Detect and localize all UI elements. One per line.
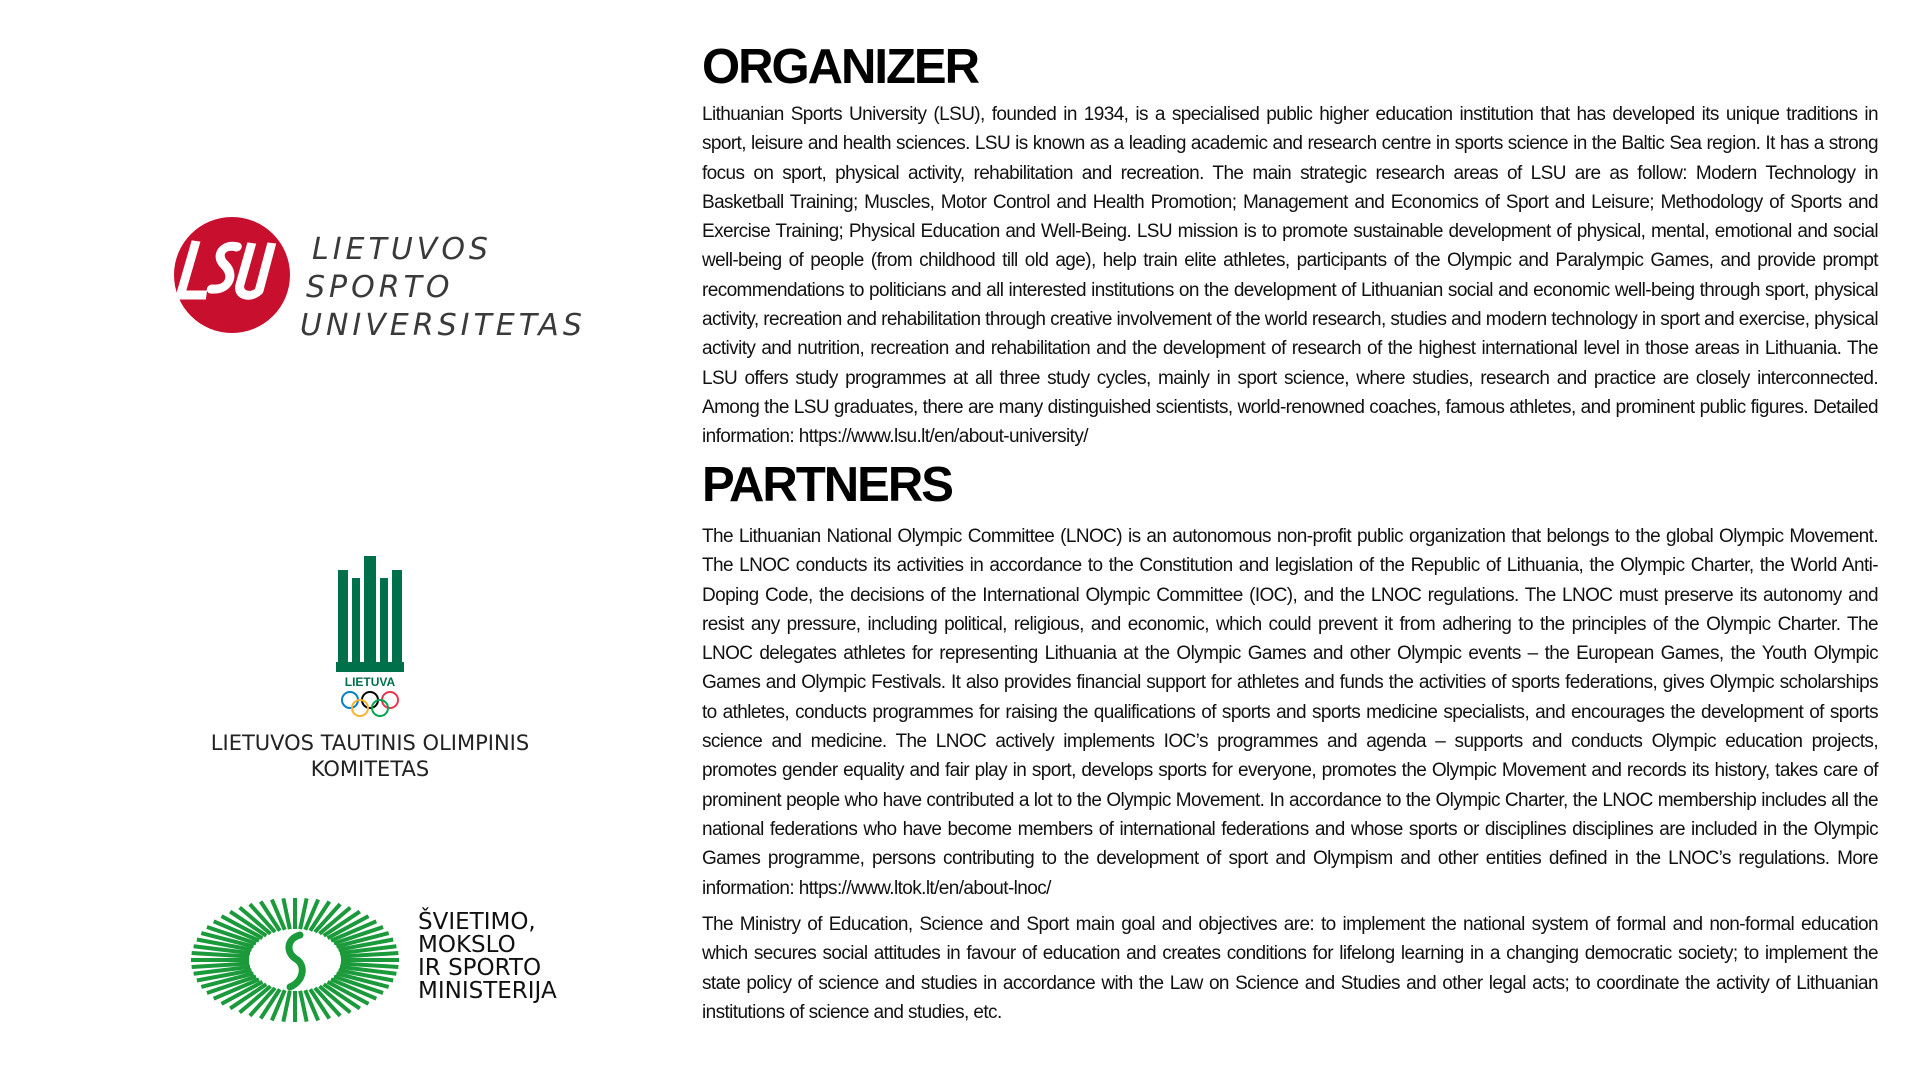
lsu-line-3: UNIVERSITETAS — [300, 308, 586, 343]
ministry-line-2: MOKSLO — [418, 932, 516, 958]
ministry-line-1: ŠVIETIMO, — [418, 909, 536, 935]
partners-heading: PARTNERS — [702, 458, 952, 512]
ministry-sun-icon — [190, 895, 400, 1025]
organizer-paragraph: Lithuanian Sports University (LSU), founded in 1934, is a specialised public higher education institution that has developed its unique traditions in sport, leisure and health sciences. LSU is known as a leading academic and research centre in sports science in the Baltic Sea region. It has a strong focus on sport, physical activity, rehabilitation and recreation. The main strategic research areas of LSU are as follow: Modern Technology in Basketball Training; Muscles, Motor Control and Health Promotion; Management and Economics of Sport and Leisure; Methodology of Sports and Exercise Training; Physical Education and Well-Being. LSU mission is to promote sustainable development of physical, mental, emotional and social well-being of people (from childhood till old age), help train elite athletes, participants of the Olympic and Paralympic Games, and provide prompt recommendations to politicians and all interested institutions on the development of Lithuanian social and economic well-being through sport, physical activity, recreation and rehabilitation through creative involvement of the world research, studies and modern technology in sport and exercise, physical activity and nutrition, recreation and rehabilitation and the development of research of the highest international level in those areas in Lithuania. The LSU offers study programmes at all three study cycles, mainly in sport science, where studies, research and practice are closely interconnected. Among the LSU graduates, there are many distinguished scientists, world-renowned coaches, famous athletes, and prominent public figures. Detailed information: https://www.lsu.lt/en/about-university/ — [702, 104, 1878, 448]
ltok-name-line-1: LIETUVOS TAUTINIS OLIMPINIS — [210, 731, 530, 755]
lsu-monogram-icon — [170, 213, 295, 338]
lsu-logo — [170, 205, 586, 345]
ltok-name-line-2: KOMITETAS — [310, 757, 430, 781]
ministry-wordmark — [418, 911, 557, 1003]
lsu-line-2: SPORTO — [306, 270, 454, 305]
ministry-line-4: MINISTERIJA — [418, 978, 557, 1004]
ministry-paragraph: The Ministry of Education, Science and Sport main goal and objectives are: to implement the national system of formal and non-formal education which secures social attitudes in favour of education and creates conditions for lifelong learning in a changing democratic society; to implement the state policy of science and studies in accordance with the Law on Science and Studies and other legal acts; to coordinate the activity of Lithuanian institutions of science and studies, etc. — [702, 914, 1878, 1023]
ltok-name — [170, 730, 570, 782]
ministry-line-3: IR SPORTO — [418, 955, 542, 981]
lsu-line-1: LIETUVOS — [312, 232, 492, 267]
lnoc-paragraph: The Lithuanian National Olympic Committee (LNOC) is an autonomous non-profit public organization that belongs to the global Olympic Movement. The LNOC conducts its activities in accordance to the Constitution and legislation of the Republic of Lithuania, the Olympic Charter, the World Anti-Doping Code, the decisions of the International Olympic Committee (IOC), and the LNOC regulations. The LNOC must preserve its autonomy and resist any pressure, including political, religious, and economic, which could prevent it from adhering to the principles of the Olympic Charter. The LNOC delegates athletes for representing Lithuania at the Olympic Games and other Olympic events – the European Games, the Youth Olympic Games and Olympic Festivals. It also provides financial support for athletes and funds the activities of sports federations, gives Olympic scholarships to athletes, conducts programmes for raising the qualifications of sports and sports medicine specialists, and encourages the development of sports science and medicine. The LNOC actively implements IOC’s programmes and agenda – supports and conducts Olympic education projects, promotes gender equality and fair play in sport, develops sports for everyone, promotes the Olympic Movement and records its history, takes care of prominent people who have contributed a lot to the Olympic Movement. In accordance to the Olympic Charter, the LNOC membership includes all the national federations who have become members of international federations and whose sports or disciplines disciplines are included in the Olympic Games programme, persons contributing to the development of sport and Olympism and other entities defined in the LNOC’s regulations. More information: https://www.ltok.lt/en/about-lnoc/ — [702, 526, 1878, 899]
organizer-heading: ORGANIZER — [702, 40, 978, 94]
lsu-wordmark — [300, 231, 586, 345]
ltok-logo — [170, 550, 590, 790]
ltok-emblem-label: LIETUVA — [344, 675, 396, 689]
ltok-emblem-icon — [330, 550, 410, 720]
ministry-logo — [190, 895, 590, 1015]
